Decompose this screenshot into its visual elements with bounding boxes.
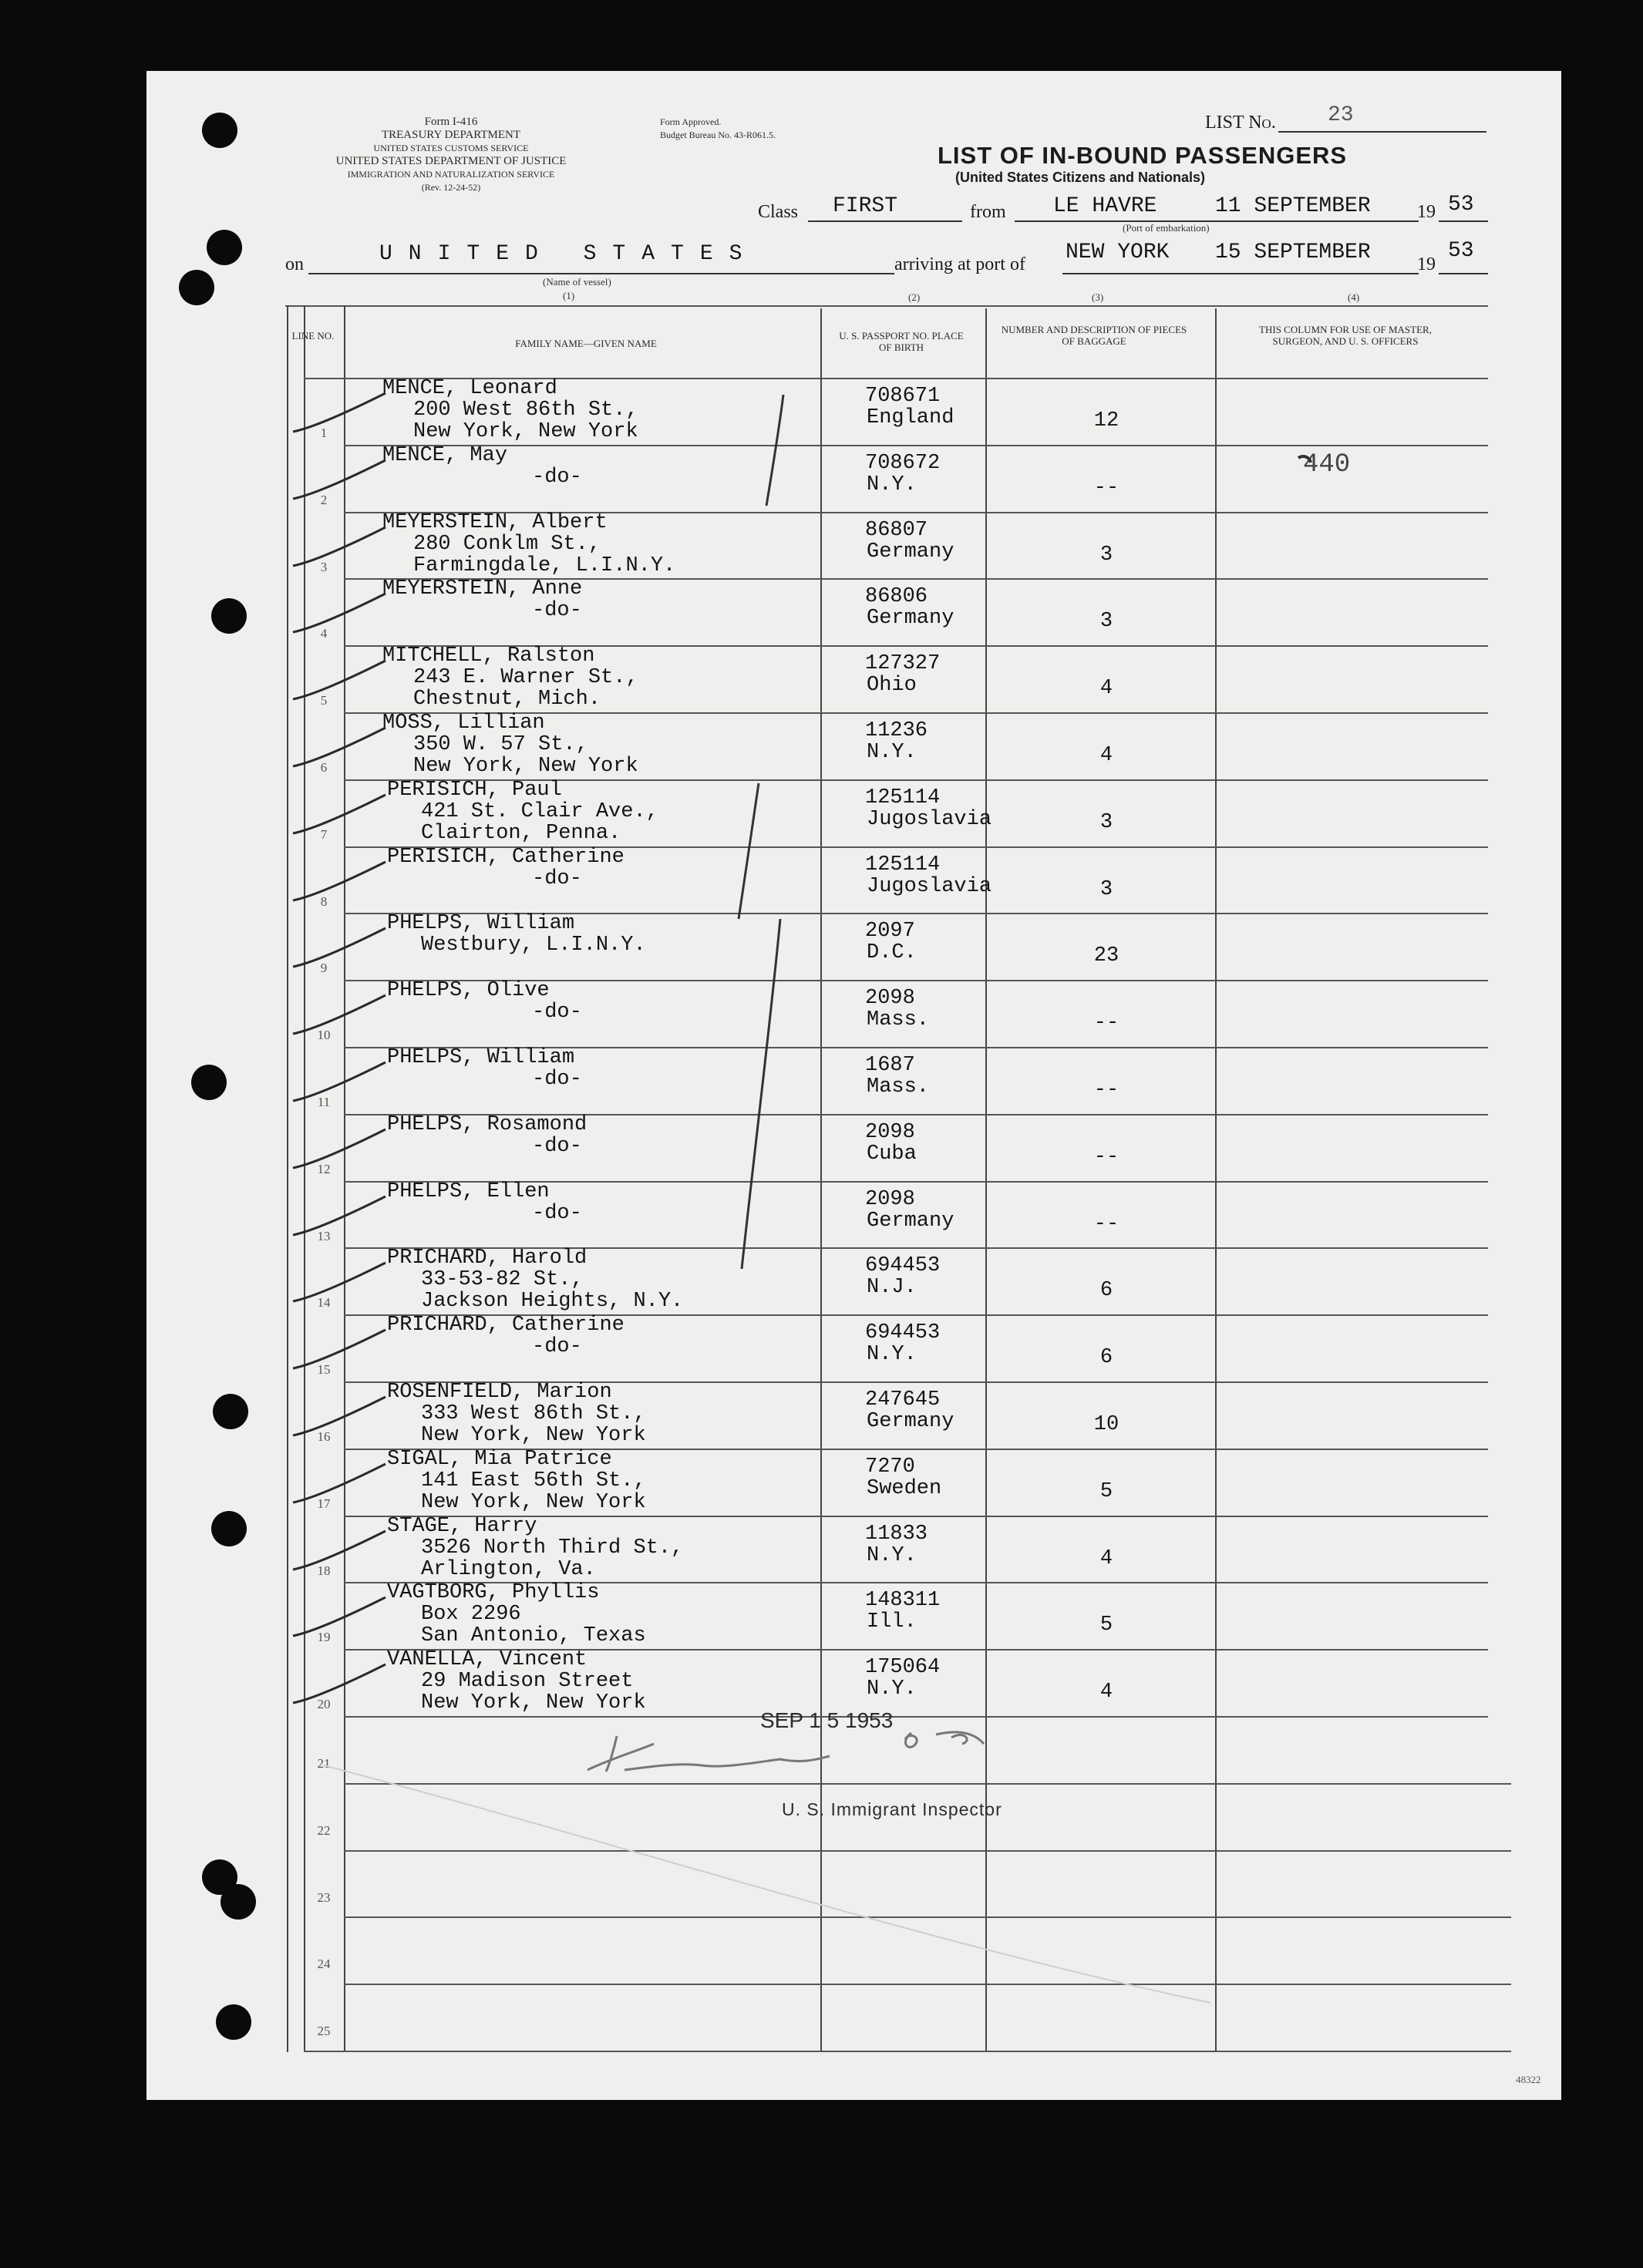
passport-number: 247645 <box>865 1388 941 1412</box>
check-tick <box>293 728 385 766</box>
form-title: LIST OF IN-BOUND PASSENGERS <box>938 142 1348 169</box>
passenger-name: PHELPS, William <box>387 912 575 935</box>
place-of-birth: Ill. <box>867 1610 917 1634</box>
baggage-count: 3 <box>1099 543 1113 567</box>
passenger-name: PHELPS, Ellen <box>387 1180 550 1203</box>
check-tick <box>293 1597 385 1636</box>
baggage-count: -- <box>1093 1146 1119 1169</box>
paper-crease <box>324 1765 1210 2003</box>
passenger-address: 243 E. Warner St., <box>413 666 638 689</box>
passenger-address: -do- <box>532 867 582 890</box>
passenger-name: PERISICH, Catherine <box>387 846 625 869</box>
passenger-name: PRICHARD, Harold <box>387 1247 588 1270</box>
baggage-count: 5 <box>1099 1614 1113 1637</box>
class-value: FIRST <box>833 194 898 218</box>
check-tick <box>293 661 385 699</box>
line-number: 8 <box>320 894 328 909</box>
passport-number: 125114 <box>865 786 941 809</box>
check-tick <box>293 460 385 499</box>
baggage-count: 6 <box>1099 1279 1113 1302</box>
vessel-name: UNITED STATES <box>379 242 759 266</box>
form-approved: Form Approved. <box>660 116 722 127</box>
place-of-birth: N.J. <box>867 1276 917 1299</box>
passport-number: 11236 <box>865 719 928 742</box>
arrival-date: 15 SEPTEMBER <box>1215 241 1371 264</box>
line-number: 16 <box>317 1429 331 1444</box>
passport-number: 7270 <box>865 1455 915 1479</box>
place-of-birth: N.Y. <box>867 1677 917 1701</box>
vessel-note: (Name of vessel) <box>543 276 611 288</box>
passenger-name: MITCHELL, Ralston <box>382 644 595 668</box>
line-number: 20 <box>317 1697 331 1711</box>
line-number: 14 <box>317 1295 331 1310</box>
passenger-address-2: Jackson Heights, N.Y. <box>421 1290 684 1313</box>
line-number: 5 <box>320 693 328 708</box>
revision: (Rev. 12-24-52) <box>421 182 481 193</box>
from-year: 53 <box>1448 193 1474 217</box>
place-of-birth: D.C. <box>867 941 917 964</box>
passenger-name: SIGAL, Mia Patrice <box>387 1448 612 1471</box>
from-date: 11 SEPTEMBER <box>1215 194 1371 218</box>
passenger-address: -do- <box>532 1001 582 1024</box>
passenger-address: 350 W. 57 St., <box>413 733 588 756</box>
passenger-address-2: New York, New York <box>421 1424 646 1447</box>
justice-dept: UNITED STATES DEPARTMENT OF JUSTICE <box>335 155 567 167</box>
baggage-count: 3 <box>1099 811 1113 834</box>
passport-number: 1687 <box>865 1054 915 1077</box>
passenger-name: PHELPS, Rosamond <box>387 1113 588 1136</box>
list-no-label: LIST No. <box>1205 113 1276 133</box>
baggage-count: 3 <box>1099 610 1113 633</box>
line-number: 4 <box>320 626 328 641</box>
check-tick <box>293 527 385 566</box>
place-of-birth: Germany <box>867 1210 954 1233</box>
baggage-count: -- <box>1093 476 1119 500</box>
arrival-port: NEW YORK <box>1066 241 1170 264</box>
col-number-4: (4) <box>1348 291 1360 303</box>
place-of-birth: Mass. <box>867 1008 930 1031</box>
passenger-address-2: New York, New York <box>413 420 638 443</box>
line-number: 13 <box>317 1229 331 1243</box>
col-head-line: LINE NO. <box>291 330 335 342</box>
passenger-address-2: San Antonio, Texas <box>421 1624 646 1647</box>
baggage-count: 4 <box>1099 677 1113 700</box>
line-number: 17 <box>317 1496 331 1511</box>
col-head-baggage: NUMBER AND DESCRIPTION OF PIECES OF BAGGAGE <box>1001 324 1187 347</box>
col-number-2: (2) <box>908 291 921 303</box>
form-subtitle: (United States Citizens and Nationals) <box>955 170 1206 185</box>
passenger-address: Box 2296 <box>421 1603 521 1626</box>
passenger-address-2: New York, New York <box>421 1691 646 1714</box>
passenger-address-2: New York, New York <box>413 755 638 778</box>
passenger-address-2: Chestnut, Mich. <box>413 688 601 711</box>
passport-number: 2097 <box>865 920 915 943</box>
passenger-name: ROSENFIELD, Marion <box>387 1381 612 1404</box>
officer-note: 440 <box>1303 450 1351 480</box>
baggage-count: -- <box>1093 1213 1119 1236</box>
baggage-count: 10 <box>1093 1413 1119 1436</box>
passenger-address: -do- <box>532 1135 582 1158</box>
from-label: from <box>970 202 1006 222</box>
check-tick <box>293 1531 385 1570</box>
passport-number: 11833 <box>865 1523 928 1546</box>
check-tick <box>293 928 385 967</box>
baggage-count: 4 <box>1099 1681 1113 1704</box>
passport-number: 708672 <box>865 452 941 475</box>
passport-number: 175064 <box>865 1656 941 1679</box>
passport-number: 127327 <box>865 652 941 675</box>
check-tick <box>293 393 385 432</box>
passenger-address: 141 East 56th St., <box>421 1469 646 1492</box>
passenger-address: -do- <box>532 1335 582 1358</box>
place-of-birth: Mass. <box>867 1075 930 1099</box>
officer-tick <box>1298 456 1311 463</box>
baggage-count: -- <box>1093 1011 1119 1035</box>
passenger-name: MENCE, Leonard <box>382 377 557 400</box>
passenger-name: PERISICH, Paul <box>387 779 562 802</box>
check-tick <box>293 1664 385 1703</box>
line-number: 2 <box>320 493 328 507</box>
col-head-name: FAMILY NAME—GIVEN NAME <box>515 338 657 349</box>
passenger-name: MEYERSTEIN, Anne <box>382 577 583 601</box>
passport-number: 2098 <box>865 1121 915 1144</box>
line-number: 1 <box>320 426 328 440</box>
inspector-title: U. S. Immigrant Inspector <box>782 1799 1002 1819</box>
passenger-name: PHELPS, Olive <box>387 979 550 1002</box>
baggage-count: -- <box>1093 1078 1119 1102</box>
treasury-dept: TREASURY DEPARTMENT <box>381 129 521 141</box>
arrival-stamp-date: SEP 1 5 1953 <box>760 1708 894 1732</box>
passport-number: 694453 <box>865 1254 941 1277</box>
check-tick <box>293 995 385 1034</box>
check-tick <box>293 1397 385 1435</box>
check-tick <box>293 1196 385 1235</box>
line-number: 18 <box>317 1563 331 1578</box>
passport-number: 2098 <box>865 1188 915 1211</box>
passenger-address: 280 Conklm St., <box>413 533 601 556</box>
baggage-count: 23 <box>1093 944 1119 967</box>
passenger-address: -do- <box>532 599 582 622</box>
passenger-address: -do- <box>532 466 582 489</box>
place-of-birth: Germany <box>867 540 954 564</box>
year-prefix-2: 19 <box>1417 254 1436 274</box>
place-of-birth: N.Y. <box>867 473 917 496</box>
embarkation-note: (Port of embarkation) <box>1123 222 1210 234</box>
check-tick <box>293 1129 385 1168</box>
baggage-count: 4 <box>1099 744 1113 767</box>
passenger-name: MOSS, Lillian <box>382 712 545 735</box>
from-port: LE HAVRE <box>1053 194 1157 218</box>
passenger-name: MEYERSTEIN, Albert <box>382 511 608 534</box>
passenger-address: 333 West 86th St., <box>421 1402 646 1425</box>
line-number: 12 <box>317 1162 331 1176</box>
passenger-name: VAGTBORG, Phyllis <box>387 1581 600 1604</box>
baggage-count: 12 <box>1093 409 1119 432</box>
passport-number: 694453 <box>865 1321 941 1344</box>
check-tick <box>293 1330 385 1368</box>
on-label: on <box>285 254 304 274</box>
passenger-address: 200 West 86th St., <box>413 399 638 422</box>
line-number: 15 <box>317 1362 331 1377</box>
passport-number: 148311 <box>865 1589 941 1612</box>
passenger-address-2: Arlington, Va. <box>421 1558 596 1581</box>
class-label: Class <box>758 202 799 222</box>
passenger-address-2: New York, New York <box>421 1491 646 1514</box>
passenger-name: MENCE, May <box>382 444 508 467</box>
place-of-birth: N.Y. <box>867 1544 917 1567</box>
inspector-initials <box>905 1732 984 1747</box>
passenger-address: 3526 North Third St., <box>421 1536 684 1560</box>
place-of-birth: Cuba <box>867 1142 917 1166</box>
place-of-birth: Sweden <box>867 1477 942 1500</box>
baggage-count: 3 <box>1099 878 1113 901</box>
bracket-mark <box>739 783 759 919</box>
line-number: 11 <box>317 1095 331 1109</box>
place-of-birth: Germany <box>867 1410 954 1433</box>
passenger-address: 33-53-82 St., <box>421 1268 584 1291</box>
line-number: 23 <box>317 1890 331 1905</box>
bracket-mark <box>766 395 783 506</box>
col-head-officers: THIS COLUMN FOR USE OF MASTER, SURGEON, AND U. S. OFFICERS <box>1259 324 1432 347</box>
check-tick <box>293 1263 385 1301</box>
passenger-address: Westbury, L.I.N.Y. <box>421 934 646 957</box>
place-of-birth: Jugoslavia <box>867 808 992 831</box>
passenger-name: PRICHARD, Catherine <box>387 1314 625 1337</box>
check-tick <box>293 1464 385 1502</box>
line-number: 25 <box>317 2024 331 2038</box>
place-of-birth: England <box>867 406 954 429</box>
place-of-birth: Germany <box>867 607 954 630</box>
place-of-birth: Ohio <box>867 674 917 697</box>
baggage-count: 4 <box>1099 1547 1113 1570</box>
check-tick <box>293 594 385 632</box>
passenger-address-2: Clairton, Penna. <box>421 822 621 845</box>
passenger-address-2: Farmingdale, L.I.N.Y. <box>413 554 676 577</box>
line-number: 7 <box>320 827 328 842</box>
col-head-passport: U. S. PASSPORT NO. PLACE OF BIRTH <box>839 330 964 353</box>
baggage-count: 5 <box>1099 1480 1113 1503</box>
passport-number: 86807 <box>865 519 928 542</box>
line-number: 19 <box>317 1630 331 1644</box>
passenger-name: STAGE, Harry <box>387 1515 537 1538</box>
ins-service: IMMIGRATION AND NATURALIZATION SERVICE <box>347 169 555 180</box>
check-tick <box>293 795 385 833</box>
year-prefix: 19 <box>1417 202 1436 222</box>
inspector-signature <box>588 1736 830 1772</box>
passenger-name: VANELLA, Vincent <box>387 1648 588 1671</box>
passenger-name: PHELPS, William <box>387 1046 575 1069</box>
passport-number: 708671 <box>865 385 941 408</box>
check-tick <box>293 1062 385 1101</box>
arrival-year: 53 <box>1448 239 1474 263</box>
line-number: 6 <box>320 760 328 775</box>
passport-number: 125114 <box>865 853 941 877</box>
check-tick <box>293 862 385 900</box>
form-number: Form I-416 <box>424 116 478 128</box>
form-footer-number: 48322 <box>1516 2074 1541 2085</box>
line-number: 22 <box>317 1823 331 1838</box>
vessel-col-number: (1) <box>563 290 575 301</box>
list-no: 23 <box>1328 103 1354 127</box>
passenger-address: -do- <box>532 1202 582 1225</box>
place-of-birth: Jugoslavia <box>867 875 992 898</box>
line-number: 10 <box>317 1028 331 1042</box>
bracket-mark <box>742 919 780 1269</box>
place-of-birth: N.Y. <box>867 741 917 764</box>
passenger-address: 29 Madison Street <box>421 1670 634 1693</box>
passport-number: 2098 <box>865 987 915 1010</box>
passenger-address: 421 St. Clair Ave., <box>421 800 658 823</box>
line-number: 21 <box>317 1756 331 1771</box>
arriving-label: arriving at port of <box>894 254 1025 274</box>
baggage-count: 6 <box>1099 1346 1113 1369</box>
budget-bureau: Budget Bureau No. 43-R061.5. <box>660 130 776 140</box>
line-number: 24 <box>317 1957 331 1971</box>
passport-number: 86806 <box>865 585 928 608</box>
col-number-3: (3) <box>1092 291 1104 303</box>
line-number: 9 <box>320 961 328 975</box>
line-number: 3 <box>320 560 328 574</box>
place-of-birth: N.Y. <box>867 1343 917 1366</box>
passenger-address: -do- <box>532 1068 582 1091</box>
customs-service: UNITED STATES CUSTOMS SERVICE <box>373 143 529 153</box>
